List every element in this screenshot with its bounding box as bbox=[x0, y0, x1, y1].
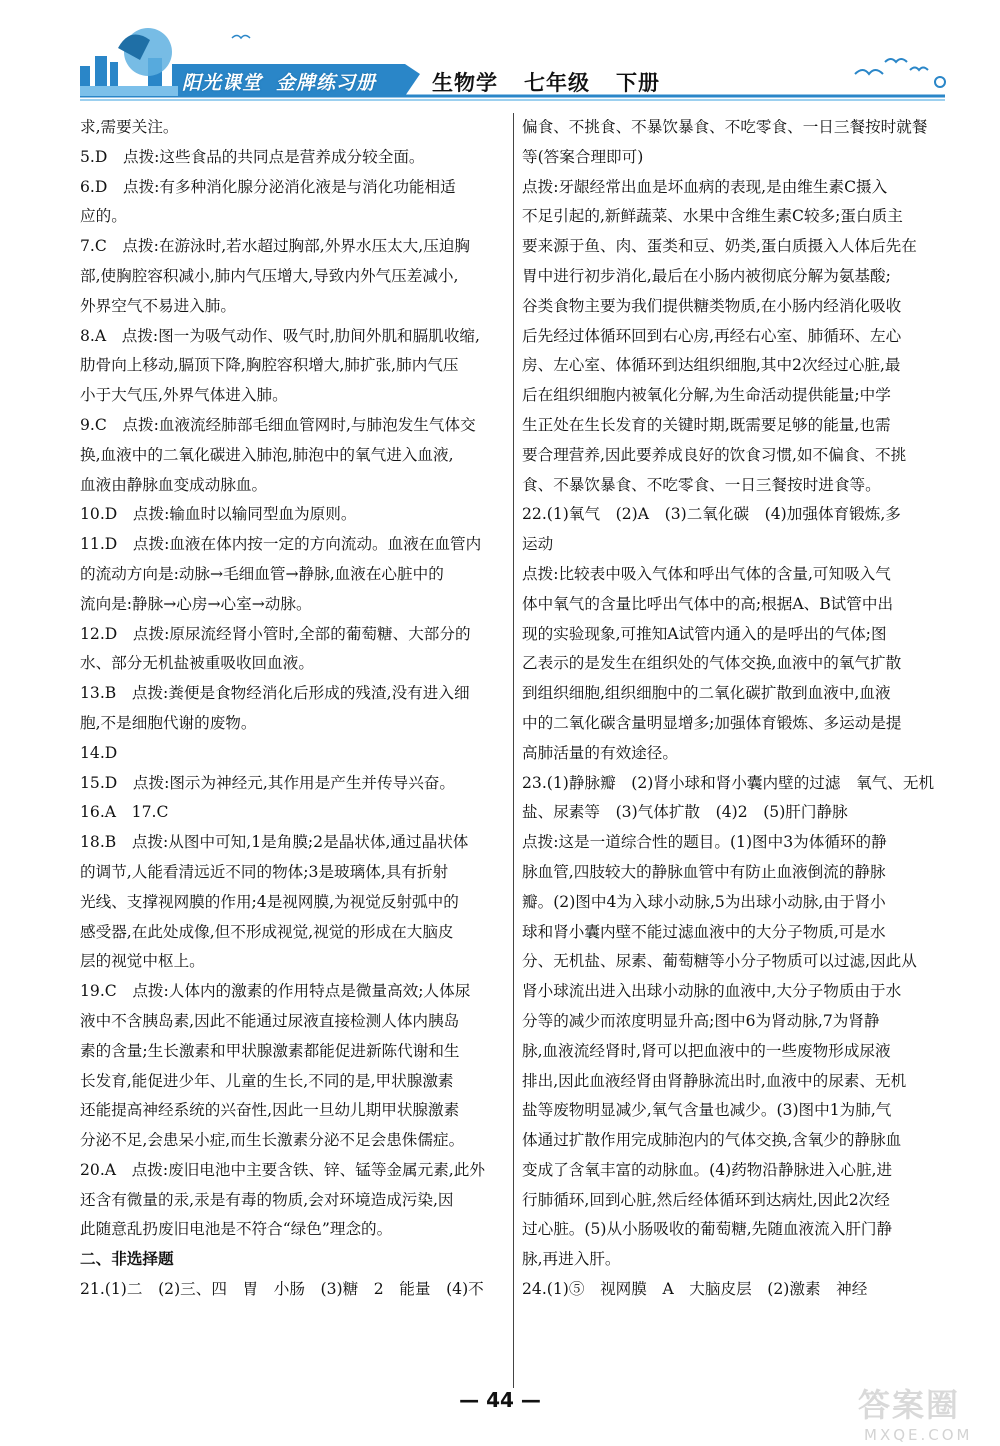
left-line: 此随意乱扔废旧电池是不符合“绿色”理念的。 bbox=[80, 1220, 393, 1239]
watermark bbox=[858, 1380, 988, 1444]
left-line: 18.B 点拨:从图中可知,1是角膜;2是晶状体,通过晶状体 bbox=[80, 833, 469, 852]
left-line: 12.D 点拨:原尿流经肾小管时,全部的葡萄糖、大部分的 bbox=[80, 624, 471, 643]
right-line: 房、左心室、体循环到达组织细胞,其中2次经过心脏,最 bbox=[522, 356, 901, 375]
left-line: 21.(1)二 (2)三、四 胃 小肠 (3)糖 2 能量 (4)不 bbox=[80, 1280, 484, 1299]
left-line: 应的。 bbox=[80, 207, 127, 226]
left-line: 胞,不是细胞代谢的废物。 bbox=[80, 713, 257, 732]
page-number: — 44 — bbox=[459, 1388, 541, 1412]
left-line: 小于大气压,外界气体进入肺。 bbox=[80, 386, 288, 405]
right-line: 球和肾小囊内壁不能过滤血液中的大分子物质,可是水 bbox=[522, 922, 886, 941]
left-line: 还含有微量的汞,汞是有毒的物质,会对环境造成污染,因 bbox=[80, 1190, 454, 1209]
right-line: 体通过扩散作用完成肺泡内的气体交换,含氧少的静脉血 bbox=[522, 1131, 902, 1150]
right-line: 乙表示的是发生在组织处的气体交换,血液中的氧气扩散 bbox=[522, 654, 902, 673]
right-line: 运动 bbox=[522, 535, 554, 554]
right-line: 偏食、不挑食、不暴饮暴食、不吃零食、一日三餐按时就餐 bbox=[522, 118, 928, 136]
left-line: 9.C 点拨:血液流经肺部毛细血管网时,与肺泡发生气体交 bbox=[80, 415, 476, 434]
watermark-domain: MXQE.COM bbox=[864, 1426, 973, 1444]
left-line: 的流动方向是:动脉→毛细血管→静脉,血液在心脏中的 bbox=[80, 564, 444, 583]
brand-part1: 阳光课堂 bbox=[182, 72, 263, 94]
left-line: 部,使胸腔容积减小,肺内气压增大,导致内外气压差减小, bbox=[80, 266, 459, 285]
left-line: 换,血液中的二氧化碳进入肺泡,肺泡中的氧气进入血液, bbox=[80, 445, 454, 464]
left-line: 8.A 点拨:图一为吸气动作、吸气时,肋间外肌和膈肌收缩, bbox=[80, 326, 480, 345]
birds-icon bbox=[855, 59, 928, 74]
right-line: 23.(1)静脉瓣 (2)肾小球和肾小囊内壁的过滤 氧气、无机 bbox=[522, 773, 935, 792]
left-line: 16.A 17.C bbox=[80, 803, 169, 822]
left-line: 15.D 点拨:图示为神经元,其作用是产生并传导兴奋。 bbox=[80, 773, 455, 792]
right-line: 体中氧气的含量比呼出气体中的高;根据A、B试管中出 bbox=[522, 594, 894, 613]
left-line: 19.C 点拨:人体内的激素的作用特点是微量高效;人体尿 bbox=[80, 982, 471, 1001]
brand-part2: 金牌练习册 bbox=[276, 72, 377, 94]
right-line: 肾小球流出进入出球小动脉的血液中,大分子物质由于水 bbox=[522, 982, 902, 1001]
left-line: 20.A 点拨:废旧电池中主要含铁、锌、锰等金属元素,此外 bbox=[80, 1160, 485, 1179]
page-header bbox=[0, 0, 1000, 110]
right-line: 分、无机盐、尿素、葡萄糖等小分子物质可以过滤,因此从 bbox=[522, 952, 917, 971]
right-line: 行肺循环,回到心脏,然后经体循环到达病灶,因此2次经 bbox=[522, 1190, 890, 1209]
left-line: 外界空气不易进入肺。 bbox=[80, 296, 236, 315]
right-line: 变成了含氧丰富的动脉血。(4)药物沿静脉进入心脏,进 bbox=[522, 1160, 893, 1179]
watermark-main: 答案圈 bbox=[858, 1386, 961, 1424]
left-column bbox=[80, 113, 506, 1305]
left-line: 血液由静脉血变成动脉血。 bbox=[80, 475, 268, 494]
right-line: 谷类食物主要为我们提供糖类物质,在小肠内经消化吸收 bbox=[522, 296, 902, 315]
right-line: 点拨:这是一道综合性的题目。(1)图中3为体循环的静 bbox=[522, 833, 887, 852]
left-line: 肋骨向上移动,膈顶下降,胸腔容积增大,肺扩张,肺内气压 bbox=[80, 356, 459, 375]
right-line: 不足引起的,新鲜蔬菜、水果中含维生素C较多;蛋白质主 bbox=[522, 207, 903, 226]
right-line: 瓣。(2)图中4为入球小动脉,5为出球小动脉,由于肾小 bbox=[522, 892, 886, 911]
left-line: 二、非选择题 bbox=[80, 1250, 174, 1269]
right-line: 脉,再进入肝。 bbox=[522, 1250, 621, 1269]
right-line: 盐等废物明显减少,氧气含量也减少。(3)图中1为肺,气 bbox=[522, 1101, 892, 1120]
left-line: 液中不含胰岛素,因此不能通过尿液直接检测人体内胰岛 bbox=[80, 1011, 460, 1030]
left-line: 水、部分无机盐被重吸收回血液。 bbox=[80, 654, 314, 673]
right-line: 盐、尿素等 (3)气体扩散 (4)2 (5)肝门静脉 bbox=[522, 803, 848, 822]
subject: 生物学 bbox=[432, 71, 498, 95]
left-line: 5.D 点拨:这些食品的共同点是营养成分较全面。 bbox=[80, 147, 425, 166]
right-line: 分等的减少而浓度明显升高;图中6为肾动脉,7为肾静 bbox=[522, 1011, 880, 1030]
right-line: 排出,因此血液经肾由肾静脉流出时,血液中的尿素、无机 bbox=[522, 1071, 907, 1090]
left-line: 11.D 点拨:血液在体内按一定的方向流动。血液在血管内 bbox=[80, 535, 482, 554]
left-line: 14.D bbox=[80, 743, 118, 762]
right-line: 后先经过体循环回到右心房,再经右心室、肺循环、左心 bbox=[522, 326, 902, 345]
left-line: 的调节,人能看清远近不同的物体;3是玻璃体,具有折射 bbox=[80, 862, 449, 881]
left-line: 10.D 点拨:输血时以输同型血为原则。 bbox=[80, 505, 357, 524]
right-line: 食、不暴饮暴食、不吃零食、一日三餐按时进食等。 bbox=[522, 475, 881, 494]
left-line: 求,需要关注。 bbox=[80, 118, 179, 136]
left-line: 光线、支撑视网膜的作用;4是视网膜,为视觉反射弧中的 bbox=[80, 892, 459, 911]
right-line: 点拨:牙龈经常出血是坏血病的表现,是由维生素C摄入 bbox=[522, 177, 888, 196]
left-line: 层的视觉中枢上。 bbox=[80, 952, 205, 971]
right-line: 生正处在生长发育的关键时期,既需要足够的能量,也需 bbox=[522, 415, 891, 434]
right-line: 中的二氧化碳含量明显增多;加强体育锻炼、多运动是提 bbox=[522, 713, 902, 732]
right-line: 24.(1)⑤ 视网膜 A 大脑皮层 (2)激素 神经 bbox=[522, 1280, 868, 1299]
right-line: 22.(1)氧气 (2)A (3)二氧化碳 (4)加强体育锻炼,多 bbox=[522, 505, 901, 524]
column-divider bbox=[513, 113, 514, 1388]
left-line: 素的含量;生长激素和甲状腺激素都能促进新陈代谢和生 bbox=[80, 1041, 460, 1060]
right-line: 胃中进行初步消化,最后在小肠内被彻底分解为氨基酸; bbox=[522, 266, 891, 285]
right-column bbox=[522, 113, 948, 1305]
right-line: 现的实验现象,可推知A试管内通入的是呼出的气体;图 bbox=[522, 624, 887, 643]
right-line: 高肺活量的有效途径。 bbox=[522, 743, 678, 762]
left-line: 7.C 点拨:在游泳时,若水超过胸部,外界水压太大,压迫胸 bbox=[80, 237, 470, 256]
left-line: 分泌不足,会患呆小症,而生长激素分泌不足会患侏儒症。 bbox=[80, 1131, 465, 1150]
right-line: 到组织细胞,组织细胞中的二氧化碳扩散到血液中,血液 bbox=[522, 684, 891, 703]
right-line: 点拨:比较表中吸入气体和呼出气体的含量,可知吸入气 bbox=[522, 564, 891, 583]
left-line: 流向是:静脉→心房→心室→动脉。 bbox=[80, 594, 312, 613]
right-line: 后在组织细胞内被氧化分解,为生命活动提供能量;中学 bbox=[522, 386, 891, 405]
left-line: 还能提高神经系统的兴奋性,因此一旦幼儿期甲状腺激素 bbox=[80, 1101, 460, 1120]
left-line: 感受器,在此处成像,但不形成视觉,视觉的形成在大脑皮 bbox=[80, 922, 454, 941]
right-line: 脉,血液流经肾时,肾可以把血液中的一些废物形成尿液 bbox=[522, 1041, 891, 1060]
right-line: 等(答案合理即可) bbox=[522, 147, 644, 166]
right-line: 要来源于鱼、肉、蛋类和豆、奶类,蛋白质摄入人体后先在 bbox=[522, 237, 917, 256]
subject-line bbox=[432, 67, 686, 97]
grade: 七年级 bbox=[524, 71, 590, 95]
volume: 下册 bbox=[616, 71, 660, 95]
left-line: 13.B 点拨:粪便是食物经消化后形成的残渣,没有进入细 bbox=[80, 684, 470, 703]
left-line: 6.D 点拨:有多种消化腺分泌消化液是与消化功能相适 bbox=[80, 177, 456, 196]
right-line: 脉血管,四肢较大的静脉血管中有防止血液倒流的静脉 bbox=[522, 862, 886, 881]
right-line: 要合理营养,因此要养成良好的饮食习惯,如不偏食、不挑 bbox=[522, 445, 907, 464]
right-line: 过心脏。(5)从小肠吸收的葡萄糖,先随血液流入肝门静 bbox=[522, 1220, 893, 1239]
brand-title bbox=[182, 68, 376, 95]
left-line: 长发育,能促进少年、儿童的生长,不同的是,甲状腺激素 bbox=[80, 1071, 454, 1090]
